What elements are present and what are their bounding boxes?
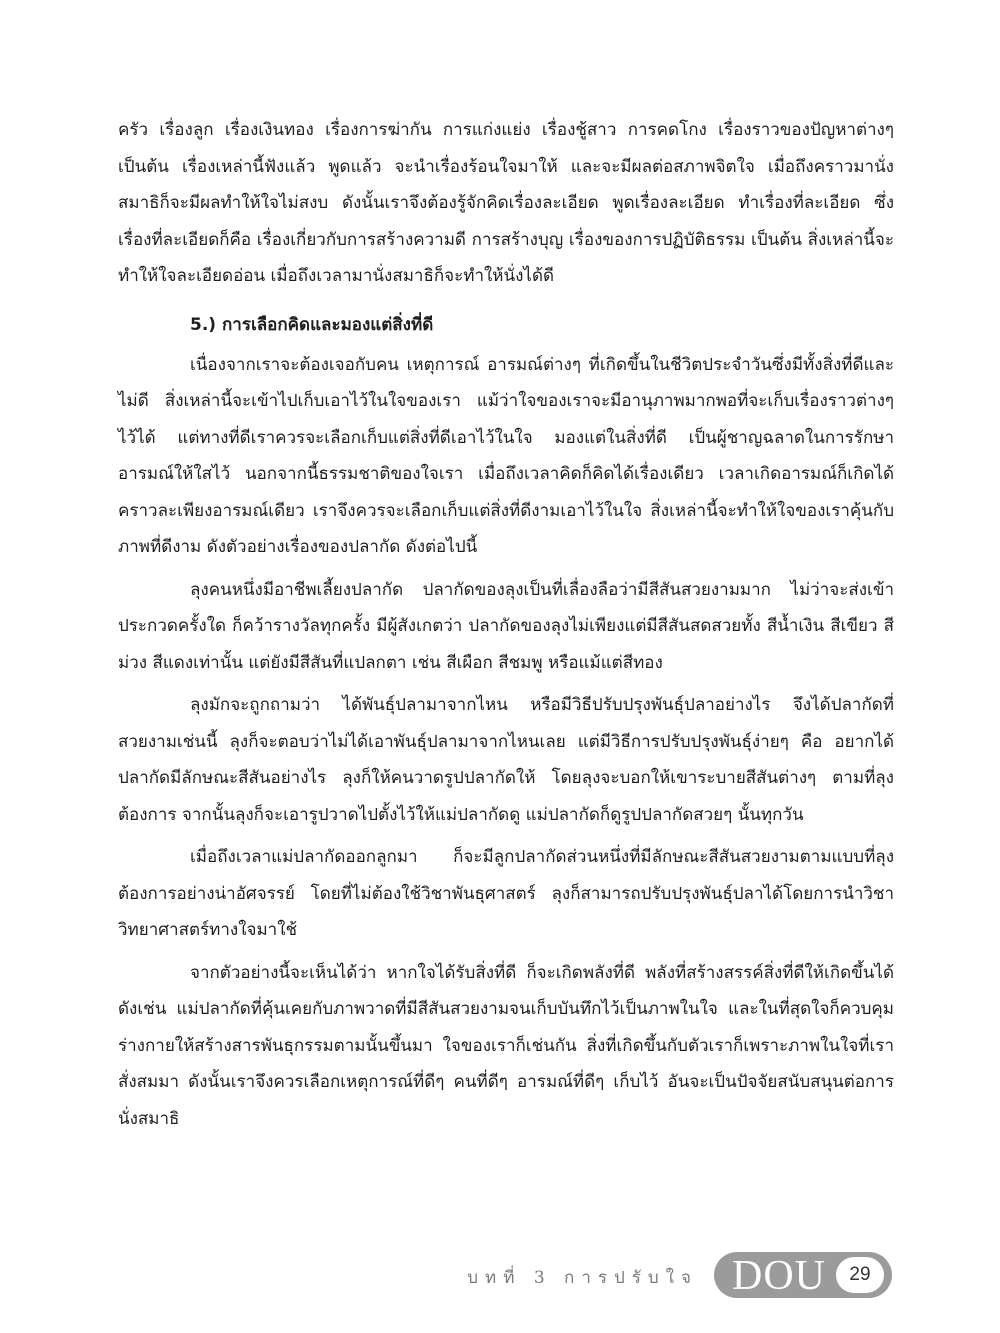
- section-paragraph-1: เนื่องจากเราจะต้องเจอกับคน เหตุการณ์ อารมณ์ต่างๆ ที่เกิดขึ้นในชีวิตประจำวันซึ่งมีทั้งสิ่งที่ดีและไม่ดี สิ่งเหล่านี้จะเข้าไปเก็บเอาไว้ในใจของเรา แม้ว่าใจของเราจะมีอานุภาพมากพอที่จะเก็บเรื่องราวต่างๆ ไว้ได้ แต่ทางที่ดีเราควรจะเลือกเก็บแต่สิ่งที่ดีเอาไว้ในใจ มองแต่ในสิ่งที่ดี เป็นผู้ชาญฉลาดในการรักษาอารมณ์ให้ใสไว้ นอกจากนี้ธรรมชาติของใจเรา เมื่อถึงเวลาคิดก็คิดได้เรื่องเดียว เวลาเกิดอารมณ์ก็เกิดได้คราวละเพียงอารมณ์เดียว เราจึงควรจะเลือกเก็บแต่สิ่งที่ดีงามเอาไว้ในใจ สิ่งเหล่านี้จะทำให้ใจของเราคุ้นกับภาพที่ดีงาม ดังตัวอย่างเรื่องของปลากัด ดังต่อไปนี้: [118, 354, 894, 557]
- section-paragraph-3: ลุงมักจะถูกถามว่า ได้พันธุ์ปลามาจากไหน หรือมีวิธีปรับปรุงพันธุ์ปลาอย่างไร จึงได้ปลากัดที่สวยงามเช่นนี้ ลุงก็จะตอบว่าไม่ได้เอาพันธุ์ปลามาจากไหนเลย แต่มีวิธีการปรับปรุงพันธุ์ง่ายๆ คือ อยากได้ปลากัดมีลักษณะสีสันอย่างไร ลุงก็ให้คนวาดรูปปลากัดให้ โดยลุงจะบอกให้เขาระบายสีสันต่างๆ ตามที่ลุงต้องการ จากนั้นลุงก็จะเอารูปวาดไปตั้งไว้ให้แม่ปลากัดดู แม่ปลากัดก็ดูรูปปลากัดสวยๆ นั้นทุกวัน: [118, 695, 894, 825]
- page-footer: [0, 1252, 1000, 1302]
- chapter-title: บทที่ 3 การปรับใจ: [467, 1268, 698, 1288]
- page-body: [118, 112, 894, 1137]
- intro-paragraph: ครัว เรื่องลูก เรื่องเงินทอง เรื่องการฆ่ากัน การแก่งแย่ง เรื่องชู้สาว การคดโกง เรื่องราวของปัญหาต่างๆ เป็นต้น เรื่องเหล่านี้ฟังแล้ว พูดแล้ว จะนำเรื่องร้อนใจมาให้ และจะมีผลต่อสภาพจิตใจ เมื่อถึงคราวมานั่งสมาธิก็จะมีผลทำให้ใจไม่สงบ ดังนั้นเราจึงต้องรู้จักคิดเรื่องละเอียด พูดเรื่องละเอียด ทำเรื่องที่ละเอียด ซึ่งเรื่องที่ละเอียดก็คือ เรื่องเกี่ยวกับการสร้างความดี การสร้างบุญ เรื่องของการปฏิบัติธรรม เป็นต้น สิ่งเหล่านี้จะทำให้ใจละเอียดอ่อน เมื่อถึงเวลามานั่งสมาธิก็จะทำให้นั่งได้ดี: [118, 120, 894, 286]
- section-paragraph-4: เมื่อถึงเวลาแม่ปลากัดออกลูกมา ก็จะมีลูกปลากัดส่วนหนึ่งที่มีลักษณะสีสันสวยงามตามแบบที่ลุงต้องการอย่างน่าอัศจรรย์ โดยที่ไม่ต้องใช้วิชาพันธุศาสตร์ ลุงก็สามารถปรับปรุงพันธุ์ปลาได้โดยการนำวิชาวิทยาศาสตร์ทางใจมาใช้: [118, 847, 894, 940]
- section-paragraph-2: ลุงคนหนึ่งมีอาชีพเลี้ยงปลากัด ปลากัดของลุงเป็นที่เลื่องลือว่ามีสีสันสวยงามมาก ไม่ว่าจะส่งเข้าประกวดครั้งใด ก็คว้ารางวัลทุกครั้ง มีผู้สังเกตว่า ปลากัดของลุงไม่เพียงแต่มีสีสันสดสวยทั้ง สีน้ำเงิน สีเขียว สีม่วง สีแดงเท่านั้น แต่ยังมีสีสันที่แปลกตา เช่น สีเผือก สีชมพู หรือแม้แต่สีทอง: [118, 579, 894, 673]
- dou-logo: DOU: [732, 1253, 826, 1299]
- section-paragraph-5: จากตัวอย่างนี้จะเห็นได้ว่า หากใจได้รับสิ่งที่ดี ก็จะเกิดพลังที่ดี พลังที่สร้างสรรค์สิ่งที่ดีให้เกิดขึ้นได้ ดังเช่น แม่ปลากัดที่คุ้นเคยกับภาพวาดที่มีสีสันสวยงามจนเก็บบันทึกไว้เป็นภาพในใจ และในที่สุดใจก็ควบคุมร่างกายให้สร้างสารพันธุกรรมตามนั้นขึ้นมา ใจของเราก็เช่นกัน สิ่งที่เกิดขึ้นกับตัวเราก็เพราะภาพในใจที่เราสั่งสมมา ดังนั้นเราจึงควรเลือกเหตุการณ์ที่ดีๆ คนที่ดีๆ อารมณ์ที่ดีๆ เก็บไว้ อันจะเป็นปัจจัยสนับสนุนต่อการนั่งสมาธิ: [118, 962, 894, 1129]
- page-number: 29: [836, 1257, 884, 1293]
- section-heading: 5.) การเลือกคิดและมองแต่สิ่งที่ดี: [190, 314, 434, 335]
- publisher-badge: [714, 1252, 892, 1298]
